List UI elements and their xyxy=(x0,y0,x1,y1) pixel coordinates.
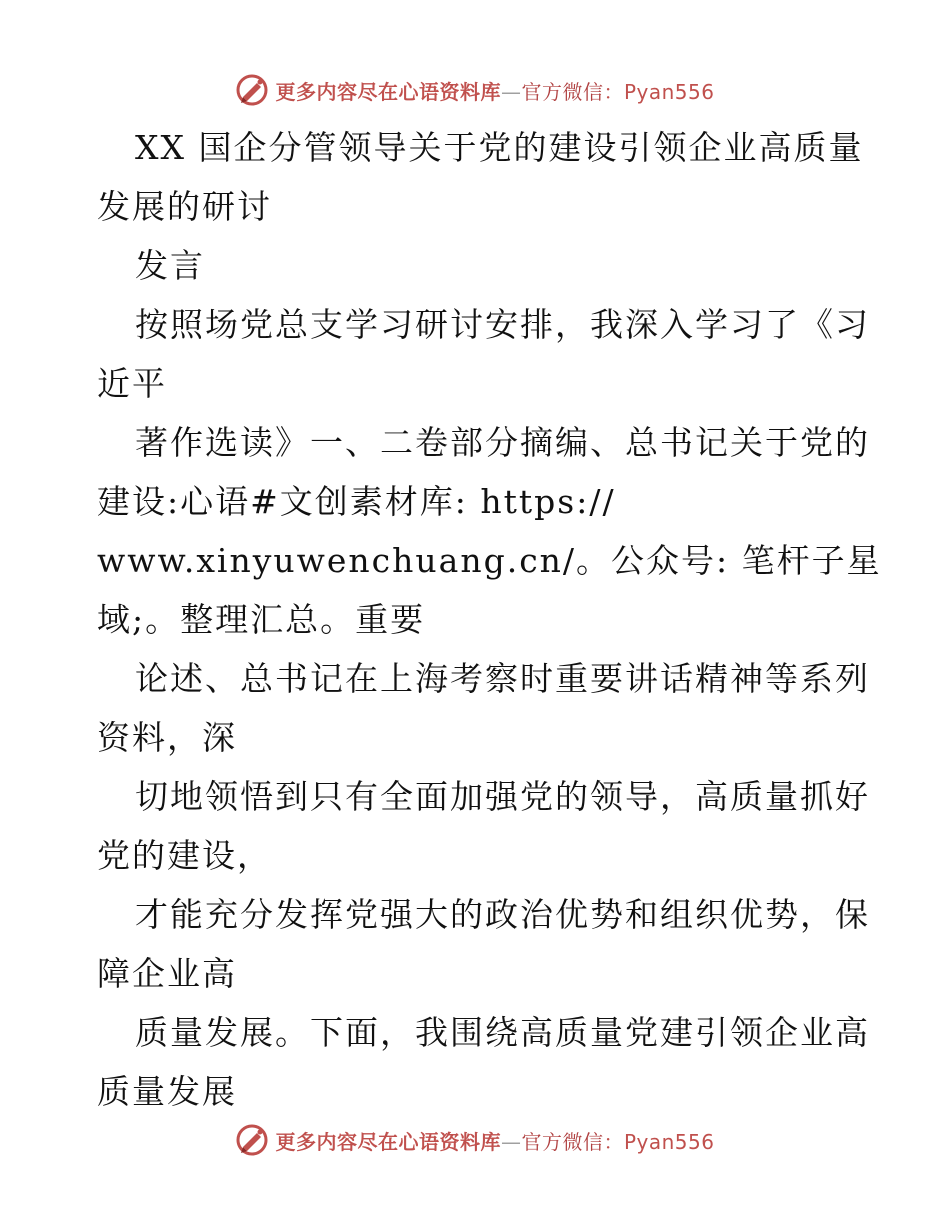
text-line: 党的建设， xyxy=(97,836,272,875)
banner-site-name: 更多内容尽在心语资料库 xyxy=(275,1129,501,1154)
text-line: 论述、总书记在上海考察时重要讲话精神等系列 xyxy=(135,659,870,698)
banner-site-name: 更多内容尽在心语资料库 xyxy=(275,79,501,104)
banner-wechat-label: 官方微信 xyxy=(521,79,604,104)
text-line: 资料，深 xyxy=(97,718,237,757)
text-line: 著作选读》一、二卷部分摘编、总书记关于党的 xyxy=(135,423,870,462)
text-line: 域;。整理汇总。重要 xyxy=(97,600,426,639)
banner-text xyxy=(275,76,714,105)
banner-text xyxy=(275,1126,714,1155)
pen-logo-icon xyxy=(235,73,269,107)
text-line: 才能充分发挥党强大的政治优势和组织优势，保 xyxy=(135,895,870,934)
text-line: 障企业高 xyxy=(97,954,237,993)
text-line: XX 国企分管领导关于党的建设引领企业高质量 xyxy=(135,128,864,167)
text-line: 按照场党总支学习研讨安排，我深入学习了《习 xyxy=(135,305,870,344)
banner-dash: — xyxy=(500,1129,522,1154)
pen-logo-icon xyxy=(235,1123,269,1157)
text-line: 发言 xyxy=(135,246,205,285)
text-line: 质量发展。下面，我围绕高质量党建引领企业高 xyxy=(135,1013,870,1052)
text-line: www.xinyuwenchuang.cn/。公众号: 笔杆子星 xyxy=(97,541,882,580)
banner-wechat-id: ：Pyan556 xyxy=(603,1129,715,1154)
text-line: 近平 xyxy=(97,364,167,403)
banner-dash: — xyxy=(500,79,522,104)
banner-wechat-label: 官方微信 xyxy=(521,1129,604,1154)
text-line: 质量发展 xyxy=(97,1072,237,1111)
banner-wechat-id: ：Pyan556 xyxy=(603,79,715,104)
text-line: 切地领悟到只有全面加强党的领导，高质量抓好 xyxy=(135,777,870,816)
header-banner xyxy=(0,70,950,110)
text-line: 发展的研讨 xyxy=(97,187,272,226)
document-body xyxy=(97,118,882,1121)
footer-banner xyxy=(0,1120,950,1160)
text-line: 建设:心语#文创素材库: https:// xyxy=(97,482,616,521)
